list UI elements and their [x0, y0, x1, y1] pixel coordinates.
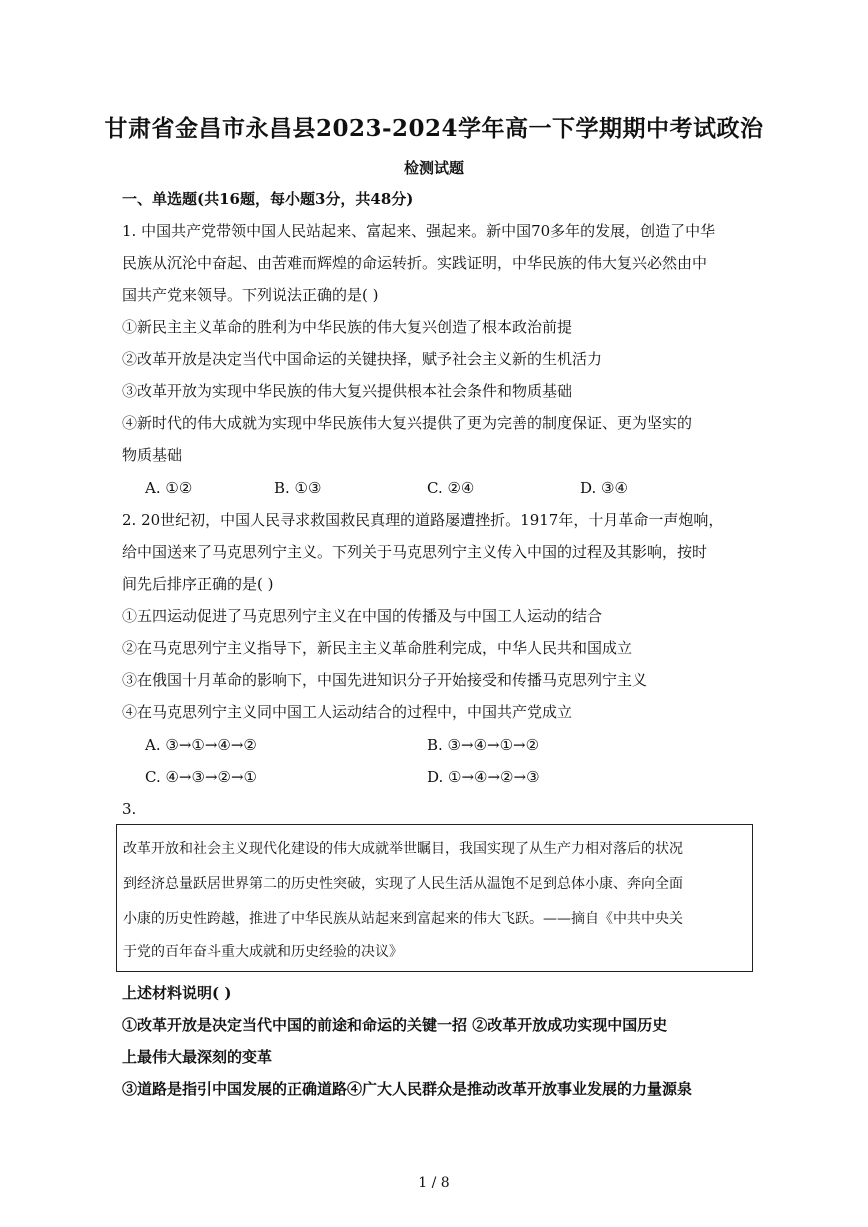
q2-option-c: C. ④→③→②→①	[145, 768, 257, 786]
q1-stem-line-1: 1. 中国共产党带领中国人民站起来、富起来、强起来。新中国70多年的发展，创造了中华	[122, 222, 716, 240]
q2-item-1: ①五四运动促进了马克思列宁主义在中国的传播及与中国工人运动的结合	[122, 607, 603, 625]
q1-option-a: A. ①②	[145, 479, 193, 497]
document-subtitle: 检测试题	[403, 159, 464, 177]
section-heading: 一、单选题(共16题，每小题3分，共48分)	[122, 190, 414, 208]
q1-item-3: ③改革开放为实现中华民族的伟大复兴提供根本社会条件和物质基础	[122, 382, 573, 400]
q1-option-d: D. ③④	[580, 479, 628, 497]
q2-option-d: D. ①→④→②→③	[427, 768, 540, 786]
document-title: 甘肃省金昌市永昌县2023-2024学年高一下学期期中考试政治	[104, 115, 764, 142]
q3-material-line-2: 到经济总量跃居世界第二的历史性突破，实现了人民生活从温饱不足到总体小康、奔向全面	[123, 876, 683, 892]
q2-stem-line-2: 给中国送来了马克思列宁主义。下列关于马克思列宁主义传入中国的过程及其影响，按时	[122, 543, 708, 561]
q1-option-c: C. ②④	[427, 479, 475, 497]
q2-item-3: ③在俄国十月革命的影响下，中国先进知识分子开始接受和传播马克思列宁主义	[122, 671, 648, 689]
q3-item-line-3: ③道路是指引中国发展的正确道路④广大人民群众是推动改革开放事业发展的力量源泉	[122, 1080, 693, 1098]
q1-option-b: B. ①③	[274, 479, 322, 497]
q2-stem-line-3: 间先后排序正确的是( )	[122, 575, 274, 593]
q2-option-b: B. ③→④→①→②	[427, 736, 540, 754]
q1-stem-line-2: 民族从沉沦中奋起、由苦难而辉煌的命运转折。实践证明，中华民族的伟大复兴必然由中	[122, 254, 708, 272]
page-number: 1 / 8	[418, 1175, 450, 1191]
q3-item-line-1: ①改革开放是决定当代中国的前途和命运的关键一招 ②改革开放成功实现中国历史	[122, 1016, 668, 1034]
q1-item-4: ④新时代的伟大成就为实现中华民族伟大复兴提供了更为完善的制度保证、更为坚实的	[122, 414, 693, 432]
q2-stem-line-1: 2. 20世纪初，中国人民寻求救国救民真理的道路屡遭挫折。1917年，十月革命一声炮响，	[122, 511, 724, 529]
q3-item-line-2: 上最伟大最深刻的变革	[122, 1048, 273, 1066]
q1-stem-line-3: 国共产党来领导。下列说法正确的是( )	[122, 286, 379, 304]
q2-option-a: A. ③→①→④→②	[145, 736, 257, 754]
q2-item-2: ②在马克思列宁主义指导下，新民主主义革命胜利完成，中华人民共和国成立	[122, 639, 633, 657]
q1-item-2: ②改革开放是决定当代中国命运的关键抉择，赋予社会主义新的生机活力	[122, 350, 603, 368]
q3-number: 3.	[122, 800, 137, 818]
q1-item-1: ①新民主主义革命的胜利为中华民族的伟大复兴创造了根本政治前提	[122, 318, 573, 336]
q3-stem: 上述材料说明( )	[122, 984, 232, 1002]
q3-material-line-1: 改革开放和社会主义现代化建设的伟大成就举世瞩目，我国实现了从生产力相对落后的状况	[123, 841, 683, 857]
q1-item-4-cont: 物质基础	[122, 446, 183, 464]
q3-material-line-3: 小康的历史性跨越，推进了中华民族从站起来到富起来的伟大飞跃。——摘自《中共中央关	[123, 911, 683, 927]
q2-item-4: ④在马克思列宁主义同中国工人运动结合的过程中，中国共产党成立	[122, 703, 573, 721]
q3-material-line-4: 于党的百年奋斗重大成就和历史经验的决议》	[123, 944, 403, 960]
